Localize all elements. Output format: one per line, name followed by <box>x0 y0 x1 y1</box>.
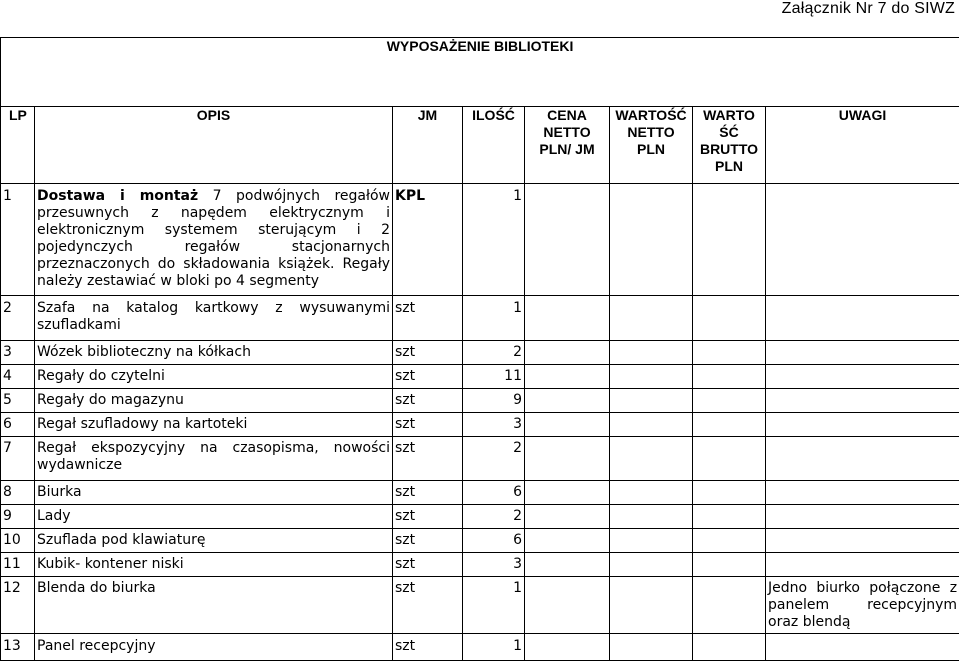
row-quantity: 6 <box>463 529 525 553</box>
row-price-net <box>525 341 610 365</box>
table-row <box>1 365 959 389</box>
row-description <box>35 529 393 553</box>
row-description-text: Panel recepcyjny <box>37 638 156 654</box>
row-unit: szt <box>393 529 463 553</box>
row-quantity: 1 <box>463 634 525 661</box>
row-price-net <box>525 296 610 341</box>
row-description-text: Regał szufladowy na kartoteki <box>37 416 247 432</box>
row-description-text: Regał ekspozycyjny na czasopisma, nowości wydawnicze <box>37 440 390 473</box>
row-description <box>35 577 393 634</box>
row-unit: szt <box>393 365 463 389</box>
row-price-net <box>525 389 610 413</box>
row-description <box>35 437 393 481</box>
row-remarks <box>766 481 959 505</box>
row-description-text: Wózek biblioteczny na kółkach <box>37 344 251 360</box>
header-lp: LP <box>1 107 35 184</box>
row-value-net <box>610 365 693 389</box>
row-remarks <box>766 365 959 389</box>
row-value-gross <box>693 437 766 481</box>
row-value-net <box>610 184 693 296</box>
row-price-net <box>525 634 610 661</box>
row-value-net <box>610 577 693 634</box>
row-price-net <box>525 184 610 296</box>
row-lp: 12 <box>1 577 35 634</box>
row-price-net <box>525 553 610 577</box>
table-row <box>1 389 959 413</box>
row-remarks <box>766 553 959 577</box>
row-value-net <box>610 296 693 341</box>
row-description-bold: Dostawa i montaż <box>37 188 198 204</box>
table-row <box>1 437 959 481</box>
row-value-net <box>610 437 693 481</box>
row-value-net <box>610 505 693 529</box>
row-value-net <box>610 389 693 413</box>
row-description <box>35 505 393 529</box>
table-row <box>1 296 959 341</box>
row-description <box>35 365 393 389</box>
row-description-text: Szuflada pod klawiaturę <box>37 532 205 548</box>
header-jm: JM <box>393 107 463 184</box>
header-wartosc-brutto: WARTO ŚĆ BRUTTO PLN <box>693 107 766 184</box>
table-row <box>1 529 959 553</box>
row-quantity: 2 <box>463 341 525 365</box>
header-opis: OPIS <box>35 107 393 184</box>
row-remarks <box>766 437 959 481</box>
row-unit: szt <box>393 553 463 577</box>
table-row <box>1 634 959 661</box>
row-value-gross <box>693 296 766 341</box>
row-lp: 1 <box>1 184 35 296</box>
row-unit: szt <box>393 413 463 437</box>
row-remarks <box>766 341 959 365</box>
table-row <box>1 505 959 529</box>
row-lp: 13 <box>1 634 35 661</box>
row-description-text: Kubik- kontener niski <box>37 556 184 572</box>
row-value-gross <box>693 481 766 505</box>
row-description <box>35 184 393 296</box>
table-row <box>1 481 959 505</box>
row-value-gross <box>693 529 766 553</box>
table-row <box>1 341 959 365</box>
row-quantity: 3 <box>463 413 525 437</box>
row-description <box>35 481 393 505</box>
row-value-net <box>610 553 693 577</box>
row-price-net <box>525 437 610 481</box>
row-value-gross <box>693 341 766 365</box>
row-unit: szt <box>393 389 463 413</box>
row-description <box>35 296 393 341</box>
header-ilosc: ILOŚĆ <box>463 107 525 184</box>
row-quantity: 11 <box>463 365 525 389</box>
header-uwagi: UWAGI <box>766 107 959 184</box>
row-value-gross <box>693 365 766 389</box>
row-value-gross <box>693 505 766 529</box>
header-wartosc-netto: WARTOŚĆ NETTO PLN <box>610 107 693 184</box>
row-quantity: 9 <box>463 389 525 413</box>
header-row <box>1 107 959 184</box>
annex-label: Załącznik Nr 7 do SIWZ <box>782 0 955 18</box>
row-description <box>35 413 393 437</box>
row-price-net <box>525 413 610 437</box>
row-unit: szt <box>393 437 463 481</box>
row-quantity: 1 <box>463 296 525 341</box>
row-unit: szt <box>393 505 463 529</box>
equipment-table <box>0 37 959 661</box>
row-value-net <box>610 529 693 553</box>
row-quantity: 1 <box>463 184 525 296</box>
row-price-net <box>525 481 610 505</box>
row-value-gross <box>693 389 766 413</box>
row-lp: 7 <box>1 437 35 481</box>
row-value-net <box>610 481 693 505</box>
row-quantity: 2 <box>463 505 525 529</box>
row-lp: 8 <box>1 481 35 505</box>
row-lp: 5 <box>1 389 35 413</box>
row-value-gross <box>693 553 766 577</box>
row-unit: szt <box>393 341 463 365</box>
row-remarks <box>766 413 959 437</box>
row-quantity: 2 <box>463 437 525 481</box>
row-value-gross <box>693 184 766 296</box>
row-description <box>35 634 393 661</box>
row-lp: 4 <box>1 365 35 389</box>
row-price-net <box>525 529 610 553</box>
row-lp: 9 <box>1 505 35 529</box>
row-remarks <box>766 529 959 553</box>
table-row <box>1 184 959 296</box>
row-description-text: Regały do czytelni <box>37 368 165 384</box>
row-lp: 6 <box>1 413 35 437</box>
row-description-text: Lady <box>37 508 71 524</box>
table-row <box>1 413 959 437</box>
row-value-gross <box>693 413 766 437</box>
row-value-gross <box>693 577 766 634</box>
title-row <box>1 38 959 107</box>
row-price-net <box>525 505 610 529</box>
row-remarks <box>766 634 959 661</box>
row-description <box>35 389 393 413</box>
row-lp: 11 <box>1 553 35 577</box>
row-description-text: Szafa na katalog kartkowy z wysuwanymi szufladkami <box>37 300 390 333</box>
row-remarks <box>766 296 959 341</box>
row-lp: 10 <box>1 529 35 553</box>
row-lp: 2 <box>1 296 35 341</box>
header-cena: CENA NETTO PLN/ JM <box>525 107 610 184</box>
row-price-net <box>525 577 610 634</box>
row-quantity: 3 <box>463 553 525 577</box>
row-remarks <box>766 389 959 413</box>
row-lp: 3 <box>1 341 35 365</box>
row-unit: szt <box>393 481 463 505</box>
row-description-text: 7 podwójnych regałów przesuwnych z napędem elektrycznym i elektronicznym systemem sterującym i 2 pojedynczych regałów stacjonarnych przeznaczonych do składowania książek. Regały należy zestawiać w bloki po 4 segmenty <box>37 188 390 289</box>
row-unit: KPL <box>393 184 463 296</box>
row-description-text: Regały do magazynu <box>37 392 184 408</box>
row-description <box>35 341 393 365</box>
row-price-net <box>525 365 610 389</box>
row-description-text: Biurka <box>37 484 82 500</box>
table-row <box>1 553 959 577</box>
table-title: WYPOSAŻENIE BIBLIOTEKI <box>1 38 959 107</box>
row-value-net <box>610 413 693 437</box>
row-remarks: Jedno biurko połączone z panelem recepcyjnym oraz blendą <box>766 577 959 634</box>
row-description <box>35 553 393 577</box>
row-value-gross <box>693 634 766 661</box>
row-remarks <box>766 184 959 296</box>
row-value-net <box>610 341 693 365</box>
row-unit: szt <box>393 577 463 634</box>
row-value-net <box>610 634 693 661</box>
row-remarks <box>766 505 959 529</box>
row-description-text: Blenda do biurka <box>37 580 156 596</box>
table-row <box>1 577 959 634</box>
row-quantity: 1 <box>463 577 525 634</box>
row-quantity: 6 <box>463 481 525 505</box>
row-unit: szt <box>393 296 463 341</box>
row-unit: szt <box>393 634 463 661</box>
